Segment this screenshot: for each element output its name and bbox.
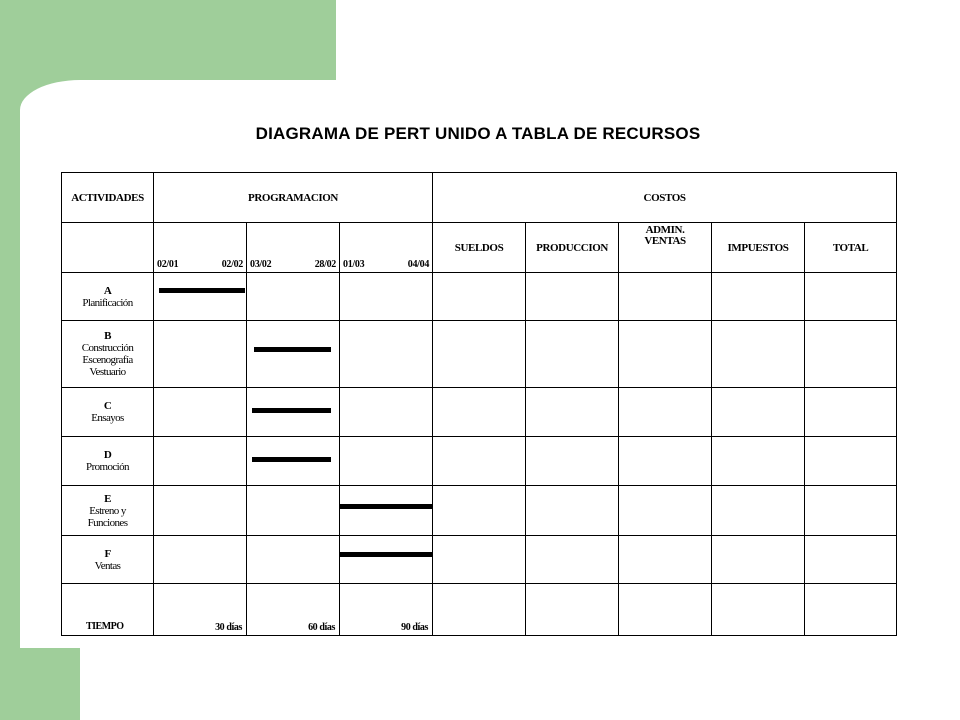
schedule-cell-p3 (340, 437, 433, 486)
cost-cell (712, 536, 805, 584)
table-row (62, 388, 897, 437)
cost-cell (433, 273, 526, 321)
cost-cell (619, 437, 712, 486)
cost-cell (805, 437, 897, 486)
cost-cell (526, 486, 619, 536)
activity-name: Planificación (82, 296, 133, 309)
cost-cell (619, 486, 712, 536)
activity-name: Funciones (87, 516, 128, 529)
cost-cell (526, 273, 619, 321)
header-sueldos: SUELDOS (433, 223, 526, 273)
tiempo-p1: 30 días (215, 622, 242, 633)
schedule-cell-p1 (154, 321, 247, 388)
schedule-cell-p1 (154, 437, 247, 486)
period-1-header (154, 223, 247, 273)
schedule-cell-p1 (154, 388, 247, 437)
cost-cell (712, 437, 805, 486)
schedule-cell-p3 (340, 536, 433, 584)
activity-name: Ventas (94, 559, 121, 572)
gantt-bar (254, 347, 331, 352)
table-row (62, 486, 897, 536)
activity-letter: D (103, 449, 112, 461)
header-blank (62, 223, 154, 273)
cost-cell (712, 273, 805, 321)
activity-name: Ensayos (91, 412, 124, 424)
header-total: TOTAL (805, 223, 897, 273)
activity-cell (62, 486, 154, 536)
cost-cell (619, 321, 712, 388)
cost-cell (805, 536, 897, 584)
schedule-cell-p3 (340, 486, 433, 536)
date-start-3: 01/03 (343, 259, 365, 270)
activity-letter: E (104, 492, 111, 505)
cost-cell (433, 321, 526, 388)
tiempo-p3-cell (340, 584, 433, 636)
activity-letter: F (104, 547, 111, 560)
gantt-bar (252, 408, 331, 413)
cost-cell (433, 486, 526, 536)
tiempo-label: TIEMPO (86, 621, 124, 632)
schedule-cell-p3 (340, 273, 433, 321)
cost-cell (433, 388, 526, 437)
page-title: DIAGRAMA DE PERT UNIDO A TABLA DE RECURSOS (255, 124, 701, 143)
schedule-cell-p2 (247, 536, 340, 584)
schedule-cell-p3 (340, 321, 433, 388)
gantt-bar (252, 457, 331, 462)
activity-cell (62, 273, 154, 321)
activity-letter: C (103, 400, 112, 412)
activity-name: Vestuario (89, 366, 126, 378)
table-row (62, 321, 897, 388)
header-impuestos: IMPUESTOS (712, 223, 805, 273)
schedule-cell-p2 (247, 321, 340, 388)
activity-name: Escenografía (82, 354, 133, 366)
schedule-cell-p2 (247, 273, 340, 321)
gantt-bar (339, 504, 432, 509)
header-row-2 (62, 223, 897, 273)
cost-cell (619, 536, 712, 584)
cost-cell (526, 584, 619, 636)
header-row-1 (62, 173, 897, 223)
period-2-header (247, 223, 340, 273)
period-3-header (340, 223, 433, 273)
activity-name: Promoción (86, 461, 129, 473)
activity-cell (62, 437, 154, 486)
activity-letter: A (103, 284, 112, 297)
activity-cell (62, 388, 154, 437)
activity-cell (62, 536, 154, 584)
header-programacion: PROGRAMACION (154, 173, 433, 223)
tiempo-label-cell (62, 584, 154, 636)
cost-cell (805, 388, 897, 437)
table-row (62, 536, 897, 584)
gantt-bar (339, 552, 432, 557)
schedule-cell-p1 (154, 273, 247, 321)
cost-cell (526, 536, 619, 584)
activity-cell (62, 321, 154, 388)
cost-cell (712, 321, 805, 388)
schedule-cell-p2 (247, 486, 340, 536)
date-end-1: 02/02 (221, 259, 243, 270)
header-ventas: VENTAS (644, 235, 686, 247)
table-row (62, 437, 897, 486)
activity-name: Estreno y (89, 504, 126, 517)
tiempo-p1-cell (154, 584, 247, 636)
cost-cell (619, 388, 712, 437)
schedule-cell-p2 (247, 437, 340, 486)
cost-cell (526, 388, 619, 437)
date-end-3: 04/04 (407, 259, 430, 270)
header-admin-ventas (619, 223, 712, 273)
schedule-cell-p3 (340, 388, 433, 437)
cost-cell (712, 584, 805, 636)
schedule-cell-p1 (154, 536, 247, 584)
cost-cell (433, 536, 526, 584)
cost-cell (805, 273, 897, 321)
pert-resource-table (61, 172, 897, 636)
cost-cell (526, 321, 619, 388)
activity-letter: B (104, 330, 111, 342)
gantt-bar (159, 288, 245, 293)
tiempo-p2: 60 días (308, 622, 335, 633)
date-start-1: 02/01 (157, 259, 179, 270)
header-actividades: ACTIVIDADES (62, 173, 154, 223)
schedule-cell-p1 (154, 486, 247, 536)
header-produccion: PRODUCCION (526, 223, 619, 273)
table-row (62, 273, 897, 321)
header-costos: COSTOS (433, 173, 897, 223)
cost-cell (805, 584, 897, 636)
cost-cell (805, 486, 897, 536)
cost-cell (433, 437, 526, 486)
cost-cell (805, 321, 897, 388)
date-end-2: 28/02 (314, 259, 336, 270)
tiempo-p2-cell (247, 584, 340, 636)
header-admin: ADMIN. (645, 224, 685, 236)
date-start-2: 03/02 (250, 259, 272, 270)
cost-cell (433, 584, 526, 636)
schedule-cell-p2 (247, 388, 340, 437)
activity-name: Construcción (81, 342, 134, 354)
tiempo-p3: 90 días (401, 622, 429, 633)
cost-cell (712, 486, 805, 536)
cost-cell (712, 388, 805, 437)
cost-cell (619, 273, 712, 321)
tiempo-row (62, 584, 897, 636)
cost-cell (619, 584, 712, 636)
cost-cell (526, 437, 619, 486)
